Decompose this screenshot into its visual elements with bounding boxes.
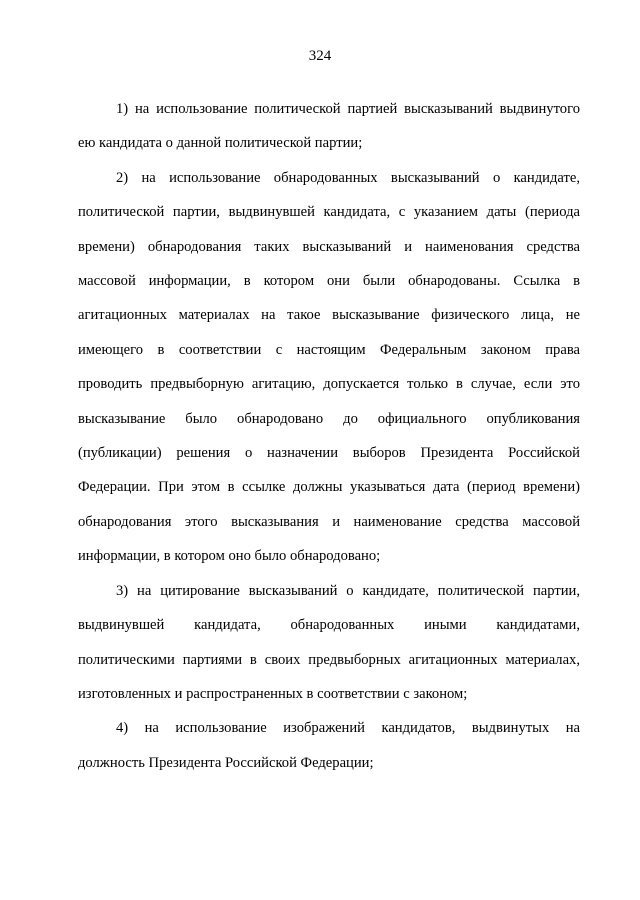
text-line: выдвинувшей кандидата, обнародованных иными кандидатами, xyxy=(78,617,580,634)
text-line: изготовленных и распространенных в соответствии с законом; xyxy=(78,685,468,702)
text-line: должность Президента Российской Федерации; xyxy=(78,754,374,771)
text-line: 4) на использование изображений кандидатов, выдвинутых на xyxy=(116,720,580,737)
text-line: проводить предвыборную агитацию, допускается только в случае, если это xyxy=(78,376,580,393)
page-number: 324 xyxy=(308,48,332,64)
paragraph-2 xyxy=(78,161,580,574)
text-line: Федерации. При этом в ссылке должны указываться дата (период времени) xyxy=(78,479,580,496)
text-line: информации, в котором оно было обнародовано; xyxy=(78,548,381,565)
text-line: политической партии, выдвинувшей кандидата, с указанием даты (периода xyxy=(78,204,580,221)
text-line: времени) обнародования таких высказываний и наименования средства xyxy=(78,238,580,255)
text-line: 1) на использование политической партией высказываний выдвинутого xyxy=(116,101,580,117)
document-body xyxy=(78,92,580,780)
text-line: имеющего в соответствии с настоящим Федеральным законом права xyxy=(78,341,580,358)
text-line: 3) на цитирование высказываний о кандидате, политической партии, xyxy=(116,582,580,599)
paragraph-1 xyxy=(78,92,580,161)
text-line: массовой информации, в котором они были обнародованы. Ссылка в xyxy=(78,273,580,290)
text-line: политическими партиями в своих предвыборных агитационных материалах, xyxy=(78,651,580,668)
text-line: ею кандидата о данной политической партии; xyxy=(78,135,363,152)
paragraph-4 xyxy=(78,711,580,780)
text-line: 2) на использование обнародованных высказываний о кандидате, xyxy=(116,169,580,186)
text-line: высказывание было обнародовано до официального опубликования xyxy=(78,410,580,427)
text-line: обнародования этого высказывания и наименование средства массовой xyxy=(78,513,580,530)
text-line: агитационных материалах на такое высказывание физического лица, не xyxy=(78,307,580,324)
text-line: (публикации) решения о назначении выборов Президента Российской xyxy=(78,445,580,462)
paragraph-3 xyxy=(78,574,580,712)
